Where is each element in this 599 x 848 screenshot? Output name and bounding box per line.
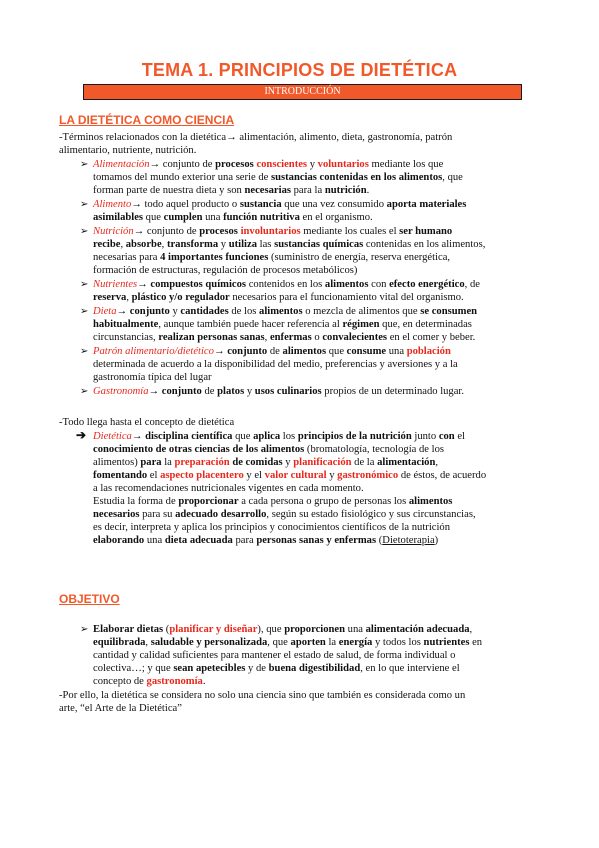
intro-banner: INTRODUCCIÓN [83, 84, 522, 100]
definition-line: circunstancias, realizan personas sanas, enfermas o convalecientes en el comer y beber. [93, 332, 476, 343]
arrowhead-bullet-icon: ➢ [80, 199, 89, 210]
definition-line: alimentos) para la preparación de comidas y planificación de la alimentación, [93, 457, 439, 468]
term-label: Alimento [93, 199, 132, 210]
definition-line: Estudia la forma de proporcionar a cada persona o grupo de personas los alimentos [93, 496, 453, 507]
arrowhead-bullet-icon: ➢ [80, 159, 89, 170]
arrowhead-bullet-icon: ➢ [80, 226, 89, 237]
list-item-alimentacion [93, 158, 443, 171]
intro-line-1: -Términos relacionados con la dietética→ alimentación, alimento, dieta, gastronomía, patrón [59, 132, 453, 143]
objetivo-line: colectiva…; y que sean apetecibles y de buena digestibilidad, en lo que interviene el [93, 663, 460, 674]
list-item-dieta: Dieta→ conjunto y cantidades de los alimentos o mezcla de alimentos que se consumen [93, 306, 478, 317]
definition-line: elaborando una dieta adecuada para personas sanas y enfermas (Dietoterapia) [93, 535, 439, 546]
arrowhead-bullet-icon: ➢ [80, 279, 89, 290]
definition-line: formación de estructuras, regulación de procesos metabólicos) [93, 265, 358, 276]
term-label: Gastronomía [93, 386, 149, 397]
arrowhead-bullet-icon: ➢ [80, 306, 89, 317]
definition-line: gastronomía típica del lugar [93, 372, 212, 383]
term-label: Dietética [93, 431, 132, 442]
section-heading-objetivo: OBJETIVO [59, 592, 120, 606]
closing-line-2: arte, “el Arte de la Dietética” [59, 703, 182, 714]
intro-line-2: alimentario, nutriente, nutrición. [59, 145, 197, 156]
term-label: Alimentación [93, 159, 150, 170]
definition-line: habitualmente, aunque también puede hacer referencia al régimen que, en determinadas [93, 319, 472, 330]
objetivo-line: Elaborar dietas (planificar y diseñar), que proporcionen una alimentación adecuada, [93, 624, 473, 635]
objetivo-line: cantidad y calidad suficientes para mantener el estado de salud, de forma individual o [93, 650, 456, 661]
definition-line: tomamos del mundo exterior una serie de sustancias contenidas en los alimentos, que [93, 172, 463, 183]
definition-line: es decir, interpreta y aplica los principios y conocimientos científicos de la nutrición [93, 522, 451, 533]
definition-line: determinada de acuerdo a la disponibilidad del medio, preferencias y aversiones y a la [93, 359, 458, 370]
definition-line: necesarios para su adecuado desarrollo, según su estado fisiológico y sus circunstancias, [93, 509, 476, 520]
page-title: TEMA 1. PRINCIPIOS DE DIETÉTICA [141, 60, 458, 80]
list-item-nutrientes: Nutrientes→ compuestos químicos contenidos en los alimentos con efecto energético, de [93, 279, 480, 290]
definition-line: reserva, plástico y/o regulador necesarios para el funcionamiento vital del organismo. [93, 292, 464, 303]
todo-line: -Todo llega hasta el concepto de dietética [59, 417, 235, 428]
list-item-patron: Patrón alimentario/dietético→ conjunto de alimentos que consume una población [93, 346, 451, 357]
term-label: Nutrientes [93, 279, 138, 290]
objetivo-line: concepto de gastronomía. [93, 676, 206, 687]
arrowhead-bullet-icon: ➢ [80, 346, 89, 357]
definition-line: a las recomendaciones nutricionales vigentes en cada momento. [93, 483, 364, 494]
definition-line: fomentando el aspecto placentero y el valor cultural y gastronómico de éstos, de acuerdo [93, 470, 487, 481]
list-item-nutricion: Nutrición→ conjunto de procesos involuntarios mediante los cuales el ser humano [93, 226, 453, 237]
definition-line: asimilables que cumplen una función nutritiva en el organismo. [93, 212, 373, 223]
definition-line: → conjunto de procesos conscientes y voluntarios mediante los que [149, 159, 444, 170]
term-label: Dieta [93, 306, 117, 317]
definition-line: conocimiento de otras ciencias de los alimentos (bromatología, tecnología de los [93, 444, 445, 455]
term-label: Patrón alimentario/dietético [93, 346, 214, 357]
arrowhead-bullet-icon: ➢ [80, 624, 89, 635]
arrowhead-bullet-icon: ➢ [80, 386, 89, 397]
definition-line: recibe, absorbe, transforma y utiliza las sustancias químicas contenidas en los alimentos, [93, 239, 486, 250]
dietetica-definition: Dietética→ disciplina científica que aplica los principios de la nutrición junto con el [93, 431, 465, 442]
objetivo-line: equilibrada, saludable y personalizada, que aporten la energía y todos los nutrientes en [93, 637, 483, 648]
definition-line: forman parte de nuestra dieta y son necesarias para la nutrición. [93, 185, 370, 196]
list-item-alimento: Alimento→ todo aquel producto o sustancia que una vez consumido aporta materiales [93, 199, 467, 210]
bold-arrow-icon: ➔ [76, 428, 87, 442]
closing-line-1: -Por ello, la dietética se considera no solo una ciencia sino que también es considerada como un [59, 690, 466, 701]
definition-line: necesarias para 4 importantes funciones (suministro de energía, reserva energética, [93, 252, 451, 263]
list-item-gastronomia: Gastronomía→ conjunto de platos y usos culinarios propios de un determinado lugar. [93, 386, 465, 397]
term-label: Nutrición [93, 226, 134, 237]
section-heading-ciencia: LA DIETÉTICA COMO CIENCIA [59, 113, 235, 127]
